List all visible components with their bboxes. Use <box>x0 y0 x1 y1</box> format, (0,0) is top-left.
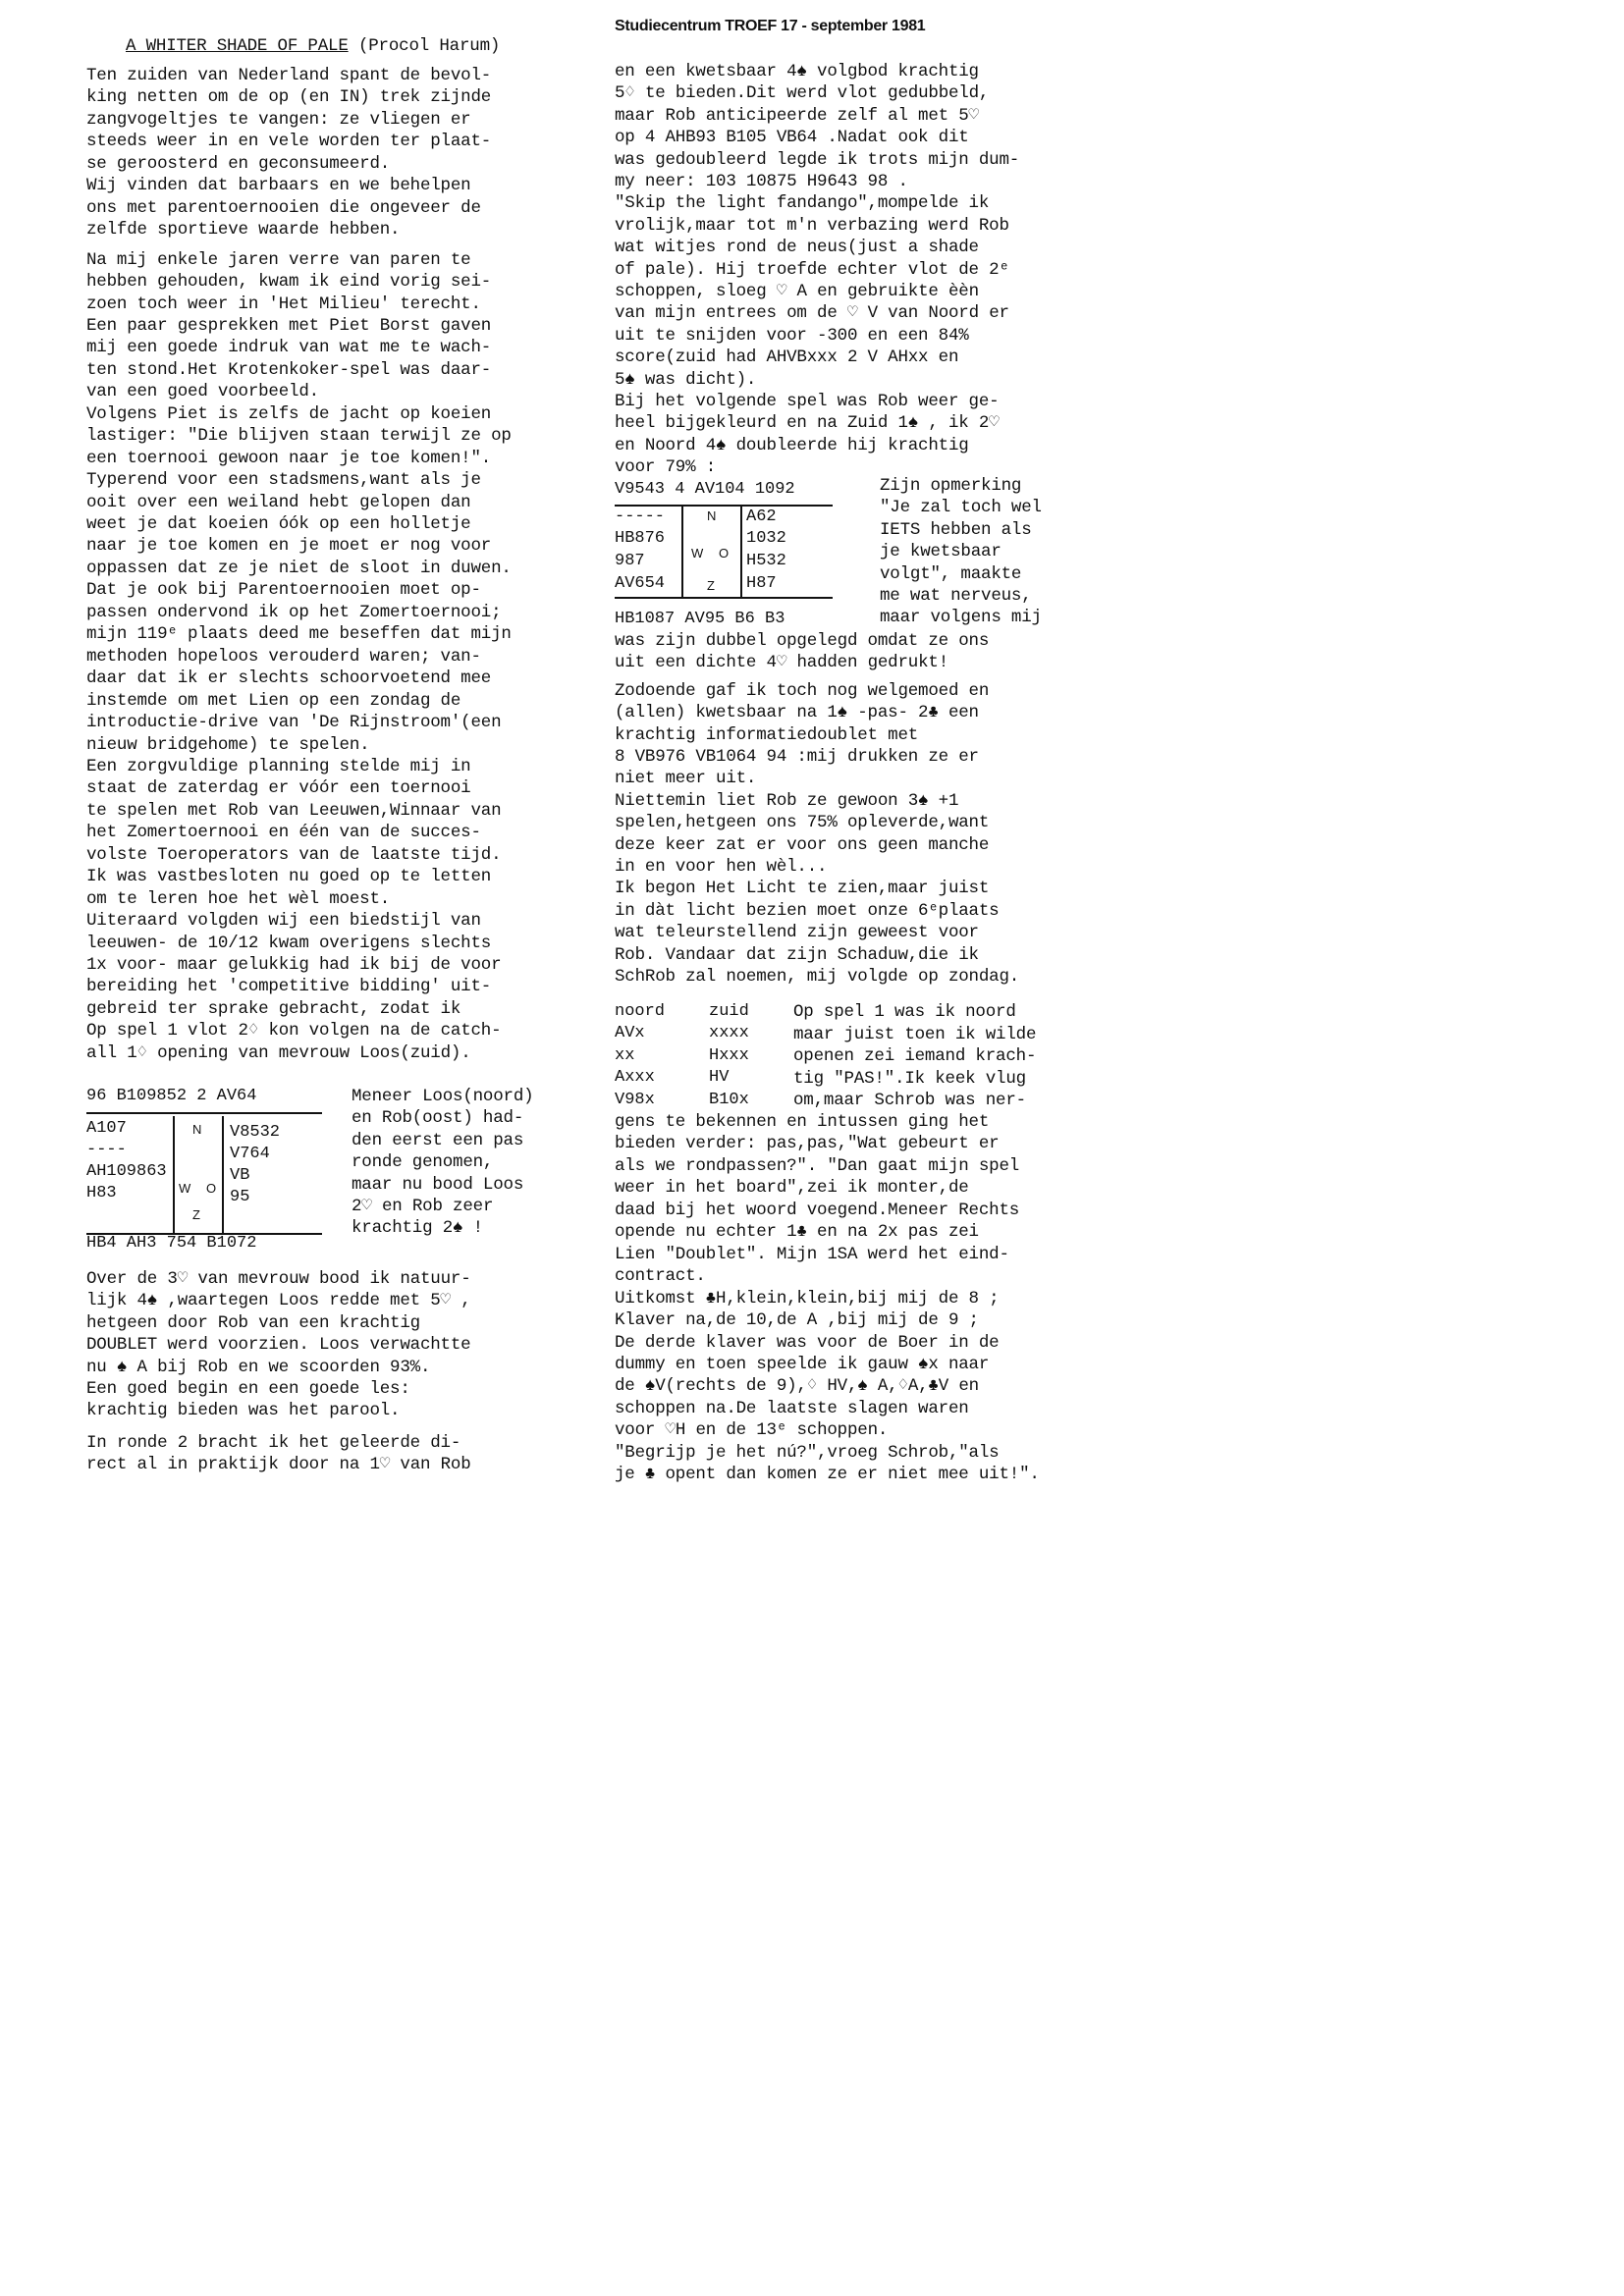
right-body-line: en Noord 4♠ doubleerde hij krachtig <box>615 435 969 455</box>
right-end-line: contract. <box>615 1266 706 1287</box>
deal-1-comment-line: krachtig 2♠ ! <box>352 1218 483 1239</box>
deal-1-right-rule <box>222 1116 224 1234</box>
right-end-line: De derde klaver was voor de Boer in de <box>615 1332 1000 1353</box>
right-end-line: Klaver na,de 10,de A ,bij mij de 9 ; <box>615 1310 979 1331</box>
left-after-line: lijk 4♠ ,waartegen Loos redde met 5♡ , <box>86 1291 471 1311</box>
left-body-line: Typerend voor een stadsmens,want als je <box>86 470 481 491</box>
right-mid-line: Ik begon Het Licht te zien,maar juist <box>615 879 990 899</box>
left-body-line: Na mij enkele jaren verre van paren te <box>86 249 471 270</box>
right-mid-line: (allen) kwetsbaar na 1♠ -pas- 2♣ een <box>615 703 979 723</box>
left-body-line: zelfde sportieve waarde hebben. <box>86 220 401 240</box>
deal-1-compass-n: N <box>192 1122 202 1137</box>
deal-1-west-4: H83 <box>86 1184 117 1202</box>
right-mid-line: deze keer zat er voor ons geen manche <box>615 834 990 855</box>
deal-2-comment-line: je kwetsbaar <box>880 542 1001 562</box>
right-end-line: bieden verder: pas,pas,"Wat gebeurt er <box>615 1134 1000 1154</box>
left-body-line: introductie-drive van 'De Rijnstroom'(een <box>86 713 502 733</box>
deal-3-comment-line: maar juist toen ik wilde <box>793 1024 1037 1044</box>
deal-1-compass-w: W <box>179 1181 191 1196</box>
deal-2-west-1: ----- <box>615 507 666 526</box>
right-end-line: dummy en toen speelde ik gauw ♠x naar <box>615 1354 990 1374</box>
right-end-line: Lien "Doublet". Mijn 1SA werd het eind- <box>615 1244 1009 1264</box>
deal-1-west-3: AH109863 <box>86 1162 167 1181</box>
right-body-line: heel bijgekleurd en na Zuid 1♠ , ik 2♡ <box>615 413 1000 434</box>
deal-2-comment-line: maar volgens mij <box>880 608 1042 628</box>
left-body-line: methoden hopeloos verouderd waren; van- <box>86 646 481 667</box>
deal-2-left-rule <box>681 507 683 597</box>
deal-2-comment-line: volgt", maakte <box>880 563 1022 584</box>
deal-2-comment-line: IETS hebben als <box>880 519 1032 540</box>
deal-1-compass-o: O <box>206 1181 217 1196</box>
deal-3-zuid-cell: Hxxx <box>709 1045 749 1065</box>
right-mid-line: in dàt licht bezien moet onze 6ᵉplaats <box>615 900 1000 921</box>
deal-2-west-4: AV654 <box>615 574 666 593</box>
deal-3-noord-cell: V98x <box>615 1090 655 1109</box>
deal-3-header-noord: noord <box>615 1002 666 1021</box>
deal-2-north: V9543 4 AV104 1092 <box>615 480 795 499</box>
deal-2-compass-z: Z <box>707 578 715 593</box>
left-body-line: te spelen met Rob van Leeuwen,Winnaar van <box>86 800 502 821</box>
deal-2-east-1: A62 <box>746 507 777 526</box>
right-body-line: uit te snijden voor -300 en een 84% <box>615 325 969 346</box>
left-body-line: zoen toch weer in 'Het Milieu' terecht. <box>86 294 481 314</box>
article-title-line <box>126 35 500 58</box>
left-body-line: Uiteraard volgden wij een biedstijl van <box>86 911 481 932</box>
right-mid-line: SchRob zal noemen, mij volgde op zondag. <box>615 967 1020 987</box>
left-after-line: Een goed begin en een goede les: <box>86 1379 410 1399</box>
left-after-line: Over de 3♡ van mevrouw bood ik natuur- <box>86 1269 471 1289</box>
right-body-line: 5♠ was dicht). <box>615 369 757 390</box>
left-body-line: om te leren hoe het wèl moest. <box>86 888 391 909</box>
right-end-line: gens te bekennen en intussen ging het <box>615 1112 990 1132</box>
left-body-line: leeuwen- de 10/12 kwam overigens slechts <box>86 933 492 953</box>
deal-3-zuid-cell: xxxx <box>709 1024 749 1042</box>
right-body-line: vrolijk,maar tot m'n verbazing werd Rob <box>615 215 1009 236</box>
right-mid-line: 8 VB976 VB1064 94 :mij drukken ze er <box>615 747 979 767</box>
left-body-line: daar dat ik er slechts schoorvoetend mee <box>86 668 492 689</box>
left-body-line: Een zorgvuldige planning stelde mij in <box>86 756 471 776</box>
left-body-line: hebben gehouden, kwam ik eind vorig sei- <box>86 272 492 293</box>
left-body-line: mijn 119ᵉ plaats deed me beseffen dat mijn <box>86 624 512 645</box>
left-after-line: rect al in praktijk door na 1♡ van Rob <box>86 1455 471 1475</box>
right-body-line: en een kwetsbaar 4♠ volgbod krachtig <box>615 62 979 81</box>
deal-2-bottom-rule <box>615 597 833 599</box>
left-body-line: mij een goede indruk van wat me te wach- <box>86 338 492 358</box>
deal-1-comment-line: 2♡ en Rob zeer <box>352 1197 494 1216</box>
right-end-line: als we rondpassen?". "Dan gaat mijn spel <box>615 1155 1020 1176</box>
left-body-line: volste Toeroperators van de laatste tijd. <box>86 844 502 865</box>
deal-3-comment-line: om,maar Schrob was ner- <box>793 1091 1026 1110</box>
right-body-line: schoppen, sloeg ♡ A en gebruikte èèn <box>615 282 979 301</box>
left-body-line: oppassen dat ze je niet de sloot in duwen. <box>86 558 512 578</box>
deal-1-south: HB4 AH3 754 B1072 <box>86 1234 257 1253</box>
deal-2-east-3: H532 <box>746 552 786 570</box>
deal-1-left-rule <box>173 1116 175 1234</box>
right-end-line: de ♠V(rechts de 9),♢ HV,♠ A,♢A,♣V en <box>615 1376 979 1397</box>
deal-2-compass-w: W <box>691 546 704 561</box>
right-end-line: schoppen na.De laatste slagen waren <box>615 1398 969 1418</box>
left-body-line: Volgens Piet is zelfs de jacht op koeien <box>86 403 492 424</box>
deal-2-compass-o: O <box>719 546 730 561</box>
right-mid-line: Zodoende gaf ik toch nog welgemoed en <box>615 680 990 701</box>
deal-2-south: HB1087 AV95 B6 B3 <box>615 610 785 628</box>
right-mid-line: wat teleurstellend zijn geweest voor <box>615 923 979 943</box>
deal-3-comment-line: Op spel 1 was ik noord <box>793 1002 1016 1022</box>
deal-1-west-1: A107 <box>86 1119 127 1138</box>
right-end-line: daad bij het woord voegend.Meneer Rechts <box>615 1200 1020 1220</box>
right-body-line: 5♢ te bieden.Dit werd vlot gedubbeld, <box>615 83 990 104</box>
deal-3-header-zuid: zuid <box>709 1002 749 1021</box>
right-end-line: Uitkomst ♣H,klein,klein,bij mij de 8 ; <box>615 1288 1000 1308</box>
left-body-line: 1x voor- maar gelukkig had ik bij de voor <box>86 955 502 975</box>
deal-1-north: 96 B109852 2 AV64 <box>86 1087 257 1105</box>
left-body-line: gebreid ter sprake gebracht, zodat ik <box>86 998 461 1019</box>
left-body-line: Op spel 1 vlot 2♢ kon volgen na de catch- <box>86 1021 502 1041</box>
left-body-line: se geroosterd en geconsumeerd. <box>86 153 391 174</box>
deal-2-west-3: 987 <box>615 552 645 570</box>
left-body-line: all 1♢ opening van mevrouw Loos(zuid). <box>86 1042 471 1063</box>
left-after-line: DOUBLET werd voorzien. Loos verwachtte <box>86 1335 471 1356</box>
left-body-line: ooit over een weiland hebt gelopen dan <box>86 492 471 512</box>
article-title: A WHITER SHADE OF PALE <box>126 36 349 56</box>
deal-3-noord-cell: AVx <box>615 1024 645 1042</box>
right-end-line: weer in het board",zei ik monter,de <box>615 1178 969 1199</box>
deal-1-west-2: ---- <box>86 1141 127 1159</box>
deal-1-comment-line: Meneer Loos(noord) <box>352 1087 534 1106</box>
left-body-line: Dat je ook bij Parentoernooien moet op- <box>86 580 481 601</box>
deal-2-comment-line: me wat nerveus, <box>880 586 1032 606</box>
deal-1-comment-line: den eerst een pas <box>352 1130 524 1150</box>
right-mid-line: in en voor hen wèl... <box>615 857 828 877</box>
left-after-line: krachtig bieden was het parool. <box>86 1401 401 1421</box>
left-body-line: passen ondervond ik op het Zomertoernooi; <box>86 602 502 622</box>
right-body-line: wat witjes rond de neus(just a shade <box>615 238 979 258</box>
deal-1-comment-line: en Rob(oost) had- <box>352 1108 524 1129</box>
left-body-line: nieuw bridgehome) te spelen. <box>86 734 370 755</box>
left-body-line: bereiding het 'competitive bidding' uit- <box>86 977 492 997</box>
deal-2-compass-n: N <box>707 508 717 523</box>
deal-3-comment-line: openen zei iemand krach- <box>793 1046 1037 1066</box>
left-body-line: Een paar gesprekken met Piet Borst gaven <box>86 315 492 336</box>
deal-2-west-2: HB876 <box>615 529 666 548</box>
deal-2-east-2: 1032 <box>746 529 786 548</box>
left-body-line: het Zomertoernooi en één van de succes- <box>86 823 481 843</box>
deal-3-zuid-cell: HV <box>709 1068 730 1087</box>
left-body-line: instemde om met Lien op een zondag de <box>86 690 461 711</box>
left-after-line: hetgeen door Rob van een krachtig <box>86 1312 420 1333</box>
right-end-line: voor ♡H en de 13ᵉ schoppen. <box>615 1420 889 1441</box>
right-mid-line: niet meer uit. <box>615 769 757 789</box>
left-body-line: staat de zaterdag er vóór een toernooi <box>86 778 471 799</box>
right-body-line: my neer: 103 10875 H9643 98 . <box>615 172 908 191</box>
deal-1-comment-line: maar nu bood Loos <box>352 1174 524 1195</box>
left-body-line: Wij vinden dat barbaars en we behelpen <box>86 176 471 196</box>
deal-1-comment-line: ronde genomen, <box>352 1152 494 1173</box>
right-mid-line: krachtig informatiedoublet met <box>615 724 919 745</box>
article-artist: (Procol Harum) <box>357 36 501 56</box>
left-body-line: een toernooi gewoon naar je toe komen!". <box>86 448 492 468</box>
right-mid-line: Rob. Vandaar dat zijn Schaduw,die ik <box>615 944 979 965</box>
deal-1-east-3: VB <box>230 1166 250 1185</box>
right-body-line: was gedoubleerd legde ik trots mijn dum- <box>615 149 1020 170</box>
right-mid-line: uit een dichte 4♡ hadden gedrukt! <box>615 653 948 673</box>
left-body-line: zangvogeltjes te vangen: ze vliegen er <box>86 109 471 130</box>
left-body-line: Ten zuiden van Nederland spant de bevol- <box>86 66 492 85</box>
right-body-line: voor 79% : <box>615 457 717 478</box>
deal-1-east-2: V764 <box>230 1145 270 1163</box>
deal-1-compass-z: Z <box>192 1207 200 1222</box>
right-body-line: maar Rob anticipeerde zelf al met 5♡ <box>615 105 979 126</box>
deal-1-east-1: V8532 <box>230 1123 281 1142</box>
right-mid-line: Niettemin liet Rob ze gewoon 3♠ +1 <box>615 790 959 811</box>
left-body-line: ons met parentoernooien die ongeveer de <box>86 197 481 218</box>
right-body-line: score(zuid had AHVBxxx 2 V AHxx en <box>615 347 959 368</box>
left-body-line: ten stond.Het Krotenkoker-spel was daar- <box>86 359 492 380</box>
right-end-line: je ♣ opent dan komen ze er niet mee uit!". <box>615 1465 1040 1485</box>
deal-2-east-4: H87 <box>746 574 777 593</box>
right-end-line: "Begrijp je het nú?",vroeg Schrob,"als <box>615 1442 1000 1463</box>
page <box>0 0 1089 1539</box>
right-end-line: opende nu echter 1♣ en na 2x pas zei <box>615 1222 979 1243</box>
left-body-line: Ik was vastbesloten nu goed op te letten <box>86 867 492 887</box>
left-after-line: In ronde 2 bracht ik het geleerde di- <box>86 1432 461 1453</box>
left-body-line: weet je dat koeien óók op een holletje <box>86 514 471 534</box>
deal-2-comment-line: Zijn opmerking <box>880 476 1022 496</box>
deal-2-comment-line: "Je zal toch wel <box>880 498 1042 518</box>
right-mid-line: spelen,hetgeen ons 75% opleverde,want <box>615 813 990 833</box>
right-body-line: van mijn entrees om de ♡ V van Noord er <box>615 303 1009 324</box>
left-body-line: lastiger: "Die blijven staan terwijl ze op <box>86 426 512 447</box>
deal-3-noord-cell: Axxx <box>615 1068 655 1087</box>
deal-3-noord-cell: xx <box>615 1045 635 1065</box>
deal-1-top-rule <box>86 1112 322 1114</box>
left-body-line: van een goed voorbeeld. <box>86 382 319 402</box>
right-body-line: "Skip the light fandango",mompelde ik <box>615 193 990 214</box>
deal-1-east-4: 95 <box>230 1188 250 1206</box>
deal-2-right-rule <box>740 507 742 597</box>
publication-header: Studiecentrum TROEF 17 - september 1981 <box>615 18 926 34</box>
left-body-line: naar je toe komen en je moet er nog voor <box>86 536 492 557</box>
left-after-line: nu ♠ A bij Rob en we scoorden 93%. <box>86 1357 431 1377</box>
right-mid-line: was zijn dubbel opgelegd omdat ze ons <box>615 631 990 651</box>
left-body-line: king netten om de op (en IN) trek zijnde <box>86 87 492 108</box>
deal-3-zuid-cell: B10x <box>709 1090 749 1109</box>
deal-3-comment-line: tig "PAS!".Ik keek vlug <box>793 1068 1026 1089</box>
right-body-line: Bij het volgende spel was Rob weer ge- <box>615 392 1000 411</box>
right-body-line: of pale). Hij troefde echter vlot de 2ᵉ <box>615 259 1009 280</box>
left-body-line: steeds weer in en vele worden ter plaat- <box>86 132 492 152</box>
right-body-line: op 4 AHB93 B105 VB64 .Nadat ook dit <box>615 128 969 148</box>
